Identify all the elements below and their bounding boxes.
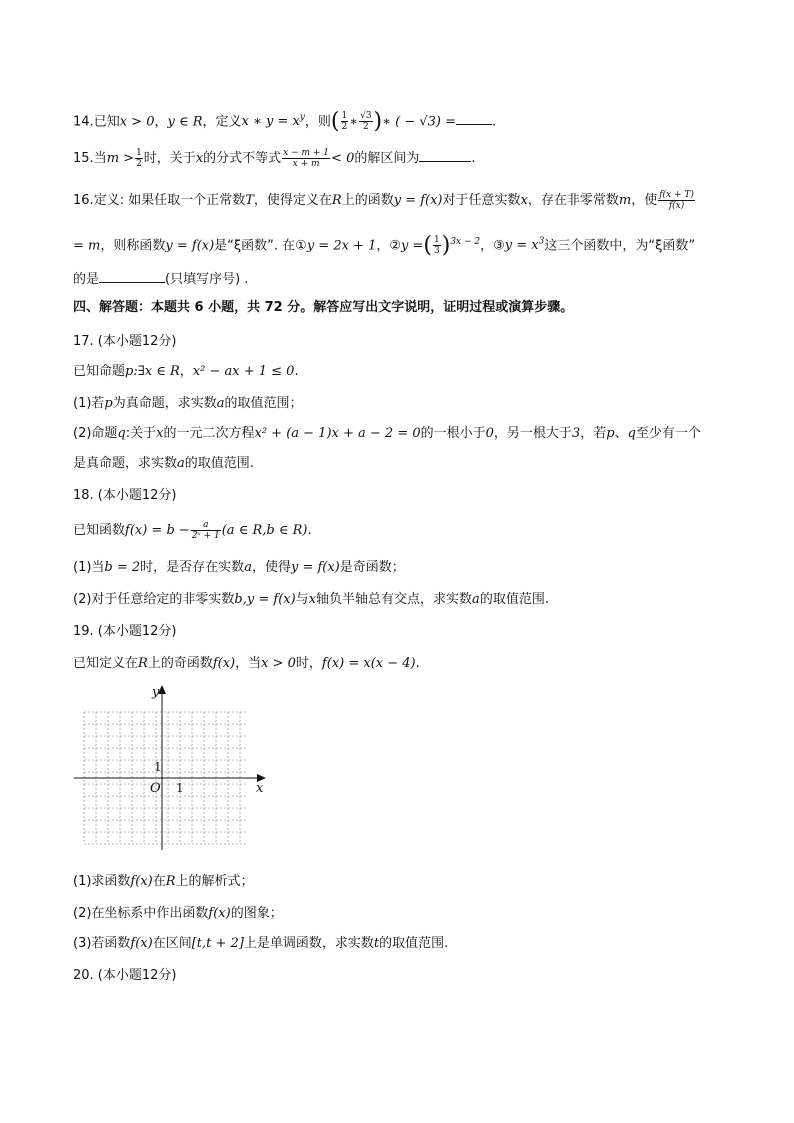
question-17-part-2: (2)命题q:关于x的一元二次方程x² + (a − 1)x + a − 2 = 0的一根小于0，另一根大于3，若p、q至少有一个: [73, 426, 701, 441]
fraction: $\frac{√3}{2}$: [360, 111, 372, 133]
question-18-stem: 已知函数f(x) = b − $\frac{a}{\text{2ˣ + 1}}$ (a ∈ R,b ∈ R).: [73, 520, 312, 541]
x-tick-label: 1: [176, 781, 184, 795]
origin-label: O: [150, 781, 161, 796]
question-15: 15.当m > $\frac{1}{2}$ 时，关于x的分式不等式 $\frac{x - m + 1}{x + m}$ < 0的解区间为 .: [73, 148, 476, 169]
question-19-part-2: (2)在坐标系中作出函数f(x)的图象；: [73, 906, 283, 921]
answer-blank: [99, 270, 165, 283]
fraction: $\frac{1}{2}$: [341, 111, 348, 133]
question-17-part-1: (1)若p为真命题，求实数a的取值范围；: [73, 396, 303, 411]
question-number: 16.: [73, 193, 94, 208]
coordinate-grid: [72, 682, 272, 852]
question-17-heading: 17. (本小题12分): [73, 334, 177, 349]
question-18-part-1: (1)当b = 2时，是否存在实数a，使得y = f(x)是奇函数；: [73, 560, 405, 575]
y-tick-label: 1: [154, 760, 162, 774]
fraction: $\frac{f(x + T)}{f(x)}$: [659, 190, 694, 211]
fraction: $\frac{x - m + 1}{x + m}$: [283, 148, 330, 169]
question-19-heading: 19. (本小题12分): [73, 624, 177, 639]
fraction: $\frac{a}{\text{2ˣ + 1}}$: [191, 520, 220, 541]
question-17-part-2-cont: 是真命题，求实数a的取值范围.: [73, 456, 254, 471]
question-16-line-2: = m，则称函数y = f(x)是“ξ函数”. 在①y = 2x + 1，②y =( $\frac{1}{3}$ )$^{3x - 2}$，③y = $x^3$这三个函数中，为“ξ函数”: [73, 232, 696, 258]
answer-blank: [456, 112, 492, 125]
fraction: $\frac{1}{3}$: [434, 235, 440, 257]
question-number: 15.: [73, 151, 94, 166]
answer-blank: [419, 149, 471, 162]
fraction: $\frac{1}{2}$: [136, 148, 142, 169]
y-axis-label: y: [152, 685, 160, 700]
question-17-stem: 已知命题p:∃x ∈ R，x² − ax + 1 ≤ 0.: [73, 364, 299, 379]
question-number: 14.: [73, 114, 94, 130]
question-19-stem: 已知定义在R上的奇函数f(x)，当x > 0时，f(x) = x(x − 4).: [73, 656, 420, 671]
question-19-part-3: (3)若函数f(x)在区间[t,t + 2]上是单调函数，求实数t的取值范围.: [73, 936, 449, 951]
x-axis-label: x: [256, 781, 264, 796]
section-heading: 四、解答题：本题共 6 小题，共 72 分。解答应写出文字说明，证明过程或演算步骤。: [73, 300, 574, 315]
question-14: 14.已知x > 0，y ∈ R，定义x ∗ $y = x^y$，则( $\frac{1}{2}$ ∗ $\frac{√3}{2}$ )∗ ( − √3) = .: [73, 108, 497, 134]
question-18-heading: 18. (本小题12分): [73, 488, 177, 503]
question-16-line-3: 的是 (只填写序号) .: [73, 272, 249, 287]
question-20-heading: 20. (本小题12分): [73, 968, 177, 983]
question-19-part-1: (1)求函数f(x)在R上的解析式；: [73, 874, 254, 889]
question-16: 16.定义: 如果任取一个正常数T，使得定义在R上的函数y = f(x)对于任意实数x，存在非零常数m，使 $\frac{f(x + T)}{f(x)}$: [73, 190, 694, 211]
question-18-part-2: (2)对于任意给定的非零实数b,y = f(x)与x轴负半轴总有交点，求实数a的取值范围.: [73, 592, 549, 607]
